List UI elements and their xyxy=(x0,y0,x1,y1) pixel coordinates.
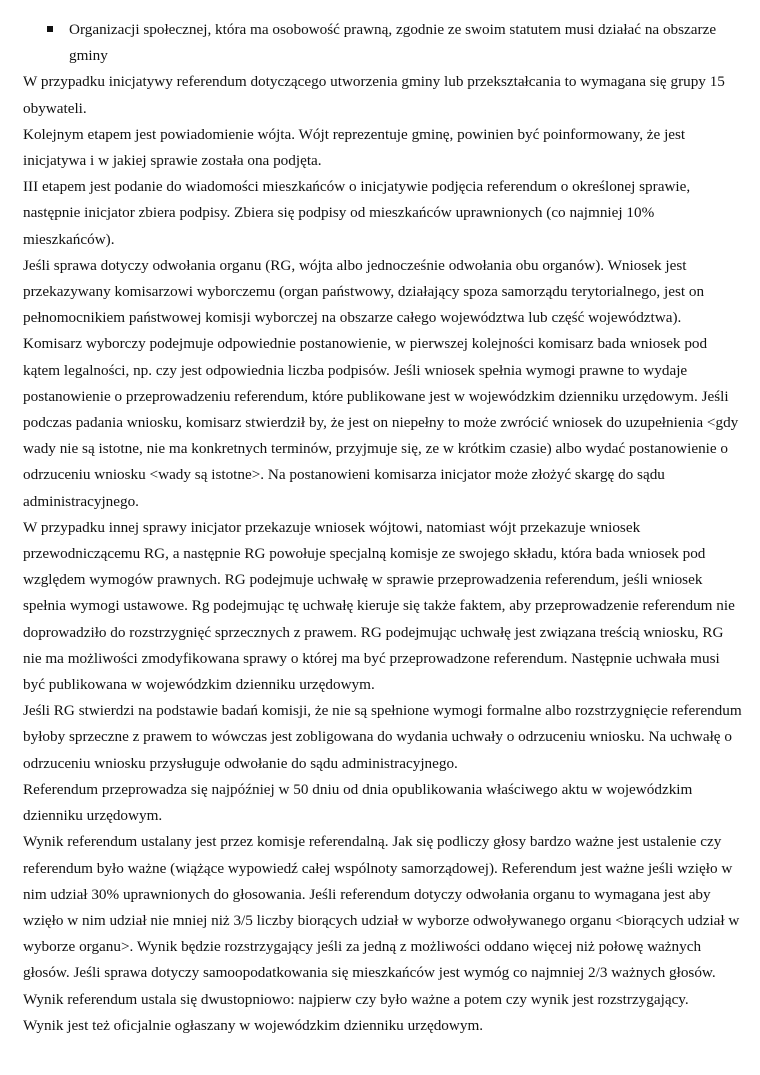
paragraph-4: Jeśli sprawa dotyczy odwołania organu (RG, wójta albo jednocześnie odwołania obu organów). Wniosek jest przekazywany komisarzowi wyborczemu (organ państwowy, działający spoza samorządu terytorialnego, jest on pełnomocnikiem państwowej komisji wyborczej na obszarze całego województwa lub część województwa). xyxy=(23,256,705,327)
paragraph-1: W przypadku inicjatywy referendum dotyczącego utworzenia gminy lub przekształcania to wymagana się grupy 15 obywateli. xyxy=(23,73,725,117)
bullet-item-text: Organizacji społecznej, która ma osobowość prawną, zgodnie ze swoim statutem musi działać na obszarze gminy xyxy=(69,21,717,65)
paragraph-10: Wynik referendum ustala się dwustopniowo: najpierw czy było ważne a potem czy wynik jest rozstrzygający. xyxy=(23,990,689,1008)
paragraph-8: Referendum przeprowadza się najpóźniej w 50 dniu od dnia opublikowania właściwego aktu w wojewódzkim dzienniku urzędowym. xyxy=(23,780,693,825)
square-bullet-icon xyxy=(47,26,53,32)
paragraph-2: Kolejnym etapem jest powiadomienie wójta. Wójt reprezentuje gminę, powinien być poinformowany, że jest inicjatywa i w jakiej sprawie została ona podjęta. xyxy=(23,125,686,170)
paragraph-5: Komisarz wyborczy podejmuje odpowiednie postanowienie, w pierwszej kolejności komisarz bada wniosek pod kątem legalności, np. czy jest odpowiednia liczba podpisów. Jeśli wniosek spełnia wymogi prawne to wydaje postanowienie o przeprowadzeniu referendum, które publikowane jest w wojewódzkim dzienniku urzędowym. Jeśli podczas padania wniosku, komisarz stwierdził by, że jest on niepełny to może zwrócić wniosek do uzupełnienia <gdy wady nie są istotne, nie ma konkretnych terminów, przyjmuje się, ze w krótkim czasie) albo wydać postanowienie o odrzuceniu wniosku <wady są istotne>. Na postanowieni komisarza inicjator może złożyć skargę do sądu administracyjnego. xyxy=(23,335,739,510)
paragraph-9: Wynik referendum ustalany jest przez komisje referendalną. Jak się podliczy głosy bardzo ważne jest ustalenie czy referendum było ważne (wiążące wypowiedź całej wspólnoty samorządowej). Referendum jest ważne jeśli wzięło w nim udział 30% uprawnionych do głosowania. Jeśli referendum dotyczy odwołania organu to wymagana jest aby wzięło w nim udział nie mniej niż 3/5 liczby biorących udział w wyborze odwoływanego organu <biorących udział w wyborze organu>. Wynik będzie rozstrzygający jeśli za jedną z możliwości oddano więcej niż połowę ważnych głosów. Jeśli sprawa dotyczy samoopodatkowania się mieszkańców jest wymóg co najmniej 2/3 ważnych głosów. xyxy=(23,833,740,982)
paragraph-3: III etapem jest podanie do wiadomości mieszkańców o inicjatywie podjęcia referendum o określonej sprawie, następnie inicjator zbiera podpisy. Zbiera się podpisy od mieszkańców uprawnionych (co najmniej 10% mieszkańców). xyxy=(23,178,691,248)
paragraph-11: Wynik jest też oficjalnie ogłaszany w wojewódzkim dzienniku urzędowym. xyxy=(23,1016,484,1034)
document-page xyxy=(23,17,743,1039)
paragraph-7: Jeśli RG stwierdzi na podstawie badań komisji, że nie są spełnione wymogi formalne albo rozstrzygnięcie referendum byłoby sprzeczne z prawem to wówczas jest zobligowana do wydania uchwały o odrzuceniu wniosku. Na uchwałę o odrzuceniu wniosku przysługuje odwołanie do sądu administracyjnego. xyxy=(23,702,742,772)
bullet-list-item xyxy=(23,17,743,69)
paragraph-6: W przypadku innej sprawy inicjator przekazuje wniosek wójtowi, natomiast wójt przekazuje wniosek przewodniczącemu RG, a następnie RG powołuje specjalną komisje ze swojego składu, która bada wniosek pod względem wymogów prawnych. RG podejmuje uchwałę w sprawie przeprowadzenia referendum, jeśli wniosek spełnia wymogi ustawowe. Rg podejmując tę uchwałę kieruje się także faktem, aby przeprowadzenie referendum nie doprowadziło do rozstrzygnięć sprzecznych z prawem. RG podejmując uchwałę jest związana treścią wniosku, RG nie ma możliwości zmodyfikowana sprawy o której ma być przeprowadzone referendum. Następnie uchwała musi być publikowana w wojewódzkim dzienniku urzędowym. xyxy=(23,518,735,694)
